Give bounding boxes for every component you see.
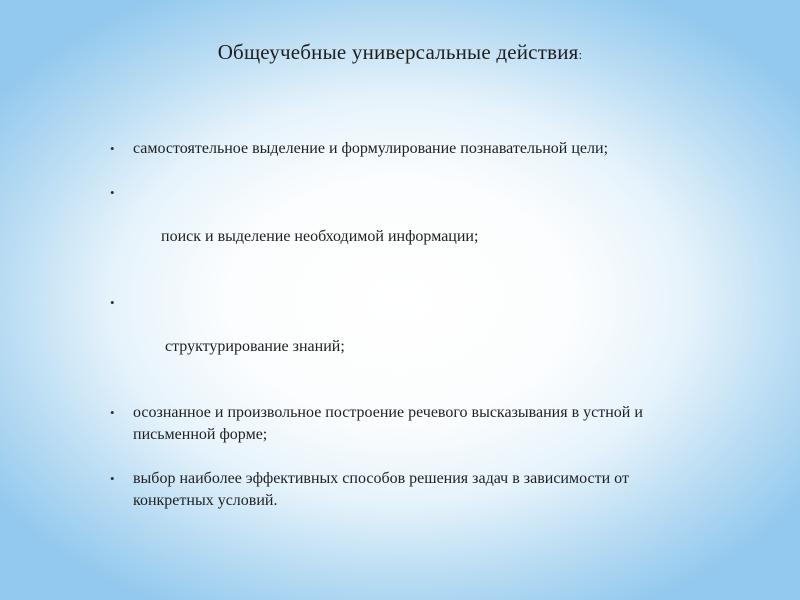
bullet-text: поиск и выделение необходимой информации;	[157, 228, 479, 245]
bullet-icon: •	[110, 141, 115, 156]
slide-title-colon: :	[578, 47, 583, 62]
bullet-icon: •	[110, 185, 115, 200]
bullet-text: выбор наиболее эффективных способов решения задач в зависимости от конкретных условий.	[133, 470, 629, 509]
bullet-item	[110, 292, 710, 380]
bullet-item	[110, 468, 710, 512]
slide-title	[0, 40, 800, 65]
bullet-item	[110, 402, 710, 446]
bullet-icon: •	[110, 295, 115, 310]
bullet-icon: •	[110, 471, 115, 486]
bullet-text: структурирование знаний;	[157, 338, 345, 355]
bullet-item	[110, 138, 710, 160]
bullet-text: осознанное и произвольное построение речевого высказывания в устной и письменной форме;	[133, 404, 643, 443]
slide-title-text: Общеучебные универсальные действия	[217, 40, 579, 64]
bullet-item	[110, 182, 710, 270]
bullet-icon: •	[110, 405, 115, 420]
bullet-text: самостоятельное выделение и формулирование познавательной цели;	[133, 140, 609, 157]
bullet-list	[110, 138, 710, 534]
